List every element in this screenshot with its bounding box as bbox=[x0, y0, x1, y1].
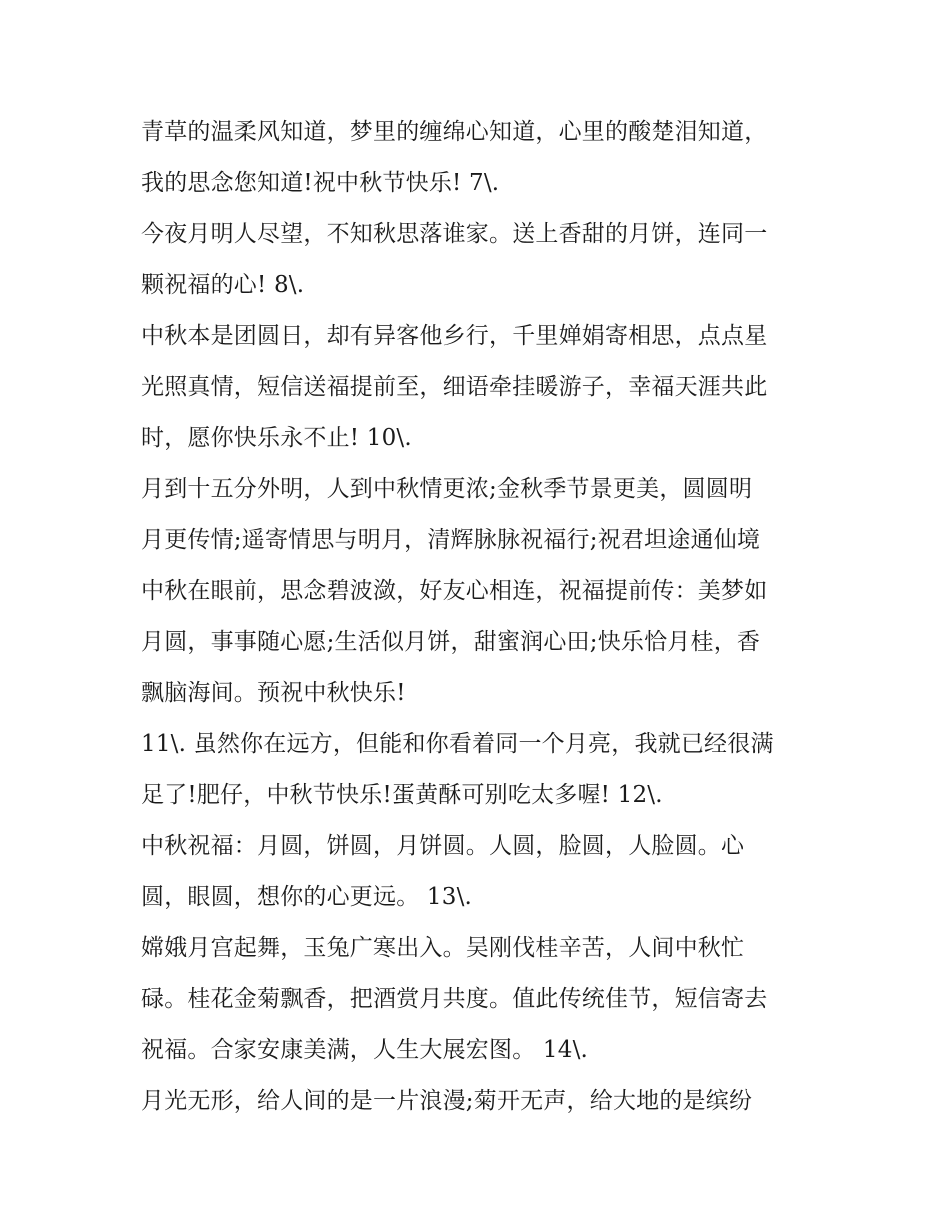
text-line: 我的思念您知道!祝中秋节快乐! 7\. bbox=[141, 170, 500, 196]
text-line: 中秋本是团圆日，却有异客他乡行，千里婵娟寄相思，点点星 bbox=[141, 323, 768, 349]
text-line: 飘脑海间。预祝中秋快乐! bbox=[141, 680, 406, 706]
text-line: 嫦娥月宫起舞，玉兔广寒出入。吴刚伐桂辛苦，人间中秋忙 bbox=[141, 935, 745, 961]
text-line: 月更传情;遥寄情思与明月，清辉脉脉祝福行;祝君坦途通仙境 bbox=[141, 527, 761, 553]
text-line: 月光无形，给人间的是一片浪漫;菊开无声，给大地的是缤纷 bbox=[141, 1088, 753, 1114]
text-line: 祝福。合家安康美满，人生大展宏图。 14\. bbox=[141, 1037, 589, 1063]
text-line: 中秋祝福：月圆，饼圆，月饼圆。人圆，脸圆，人脸圆。心 bbox=[141, 833, 745, 859]
text-line: 光照真情，短信送福提前至，细语牵挂暖游子，幸福天涯共此 bbox=[141, 374, 768, 400]
text-line: 今夜月明人尽望，不知秋思落谁家。送上香甜的月饼，连同一 bbox=[141, 221, 768, 247]
text-line: 青草的温柔风知道，梦里的缠绵心知道，心里的酸楚泪知道， bbox=[141, 119, 768, 145]
text-line: 碌。桂花金菊飘香，把酒赏月共度。值此传统佳节，短信寄去 bbox=[141, 986, 768, 1012]
text-line: 11\. 虽然你在远方，但能和你看着同一个月亮，我就已经很满 bbox=[141, 731, 774, 757]
text-line: 月圆，事事随心愿;生活似月饼，甜蜜润心田;快乐恰月桂，香 bbox=[141, 629, 761, 655]
text-line: 时，愿你快乐永不止! 10\. bbox=[141, 425, 412, 451]
text-line: 足了!肥仔，中秋节快乐!蛋黄酥可别吃太多喔! 12\. bbox=[141, 782, 663, 808]
text-line: 月到十五分外明，人到中秋情更浓;金秋季节景更美，圆圆明 bbox=[141, 476, 753, 502]
text-line: 中秋在眼前，思念碧波潋，好友心相连，祝福提前传：美梦如 bbox=[141, 578, 768, 604]
text-line: 颗祝福的心! 8\. bbox=[141, 272, 305, 298]
body-text bbox=[141, 107, 821, 1127]
text-line: 圆，眼圆，想你的心更远。 13\. bbox=[141, 884, 473, 910]
